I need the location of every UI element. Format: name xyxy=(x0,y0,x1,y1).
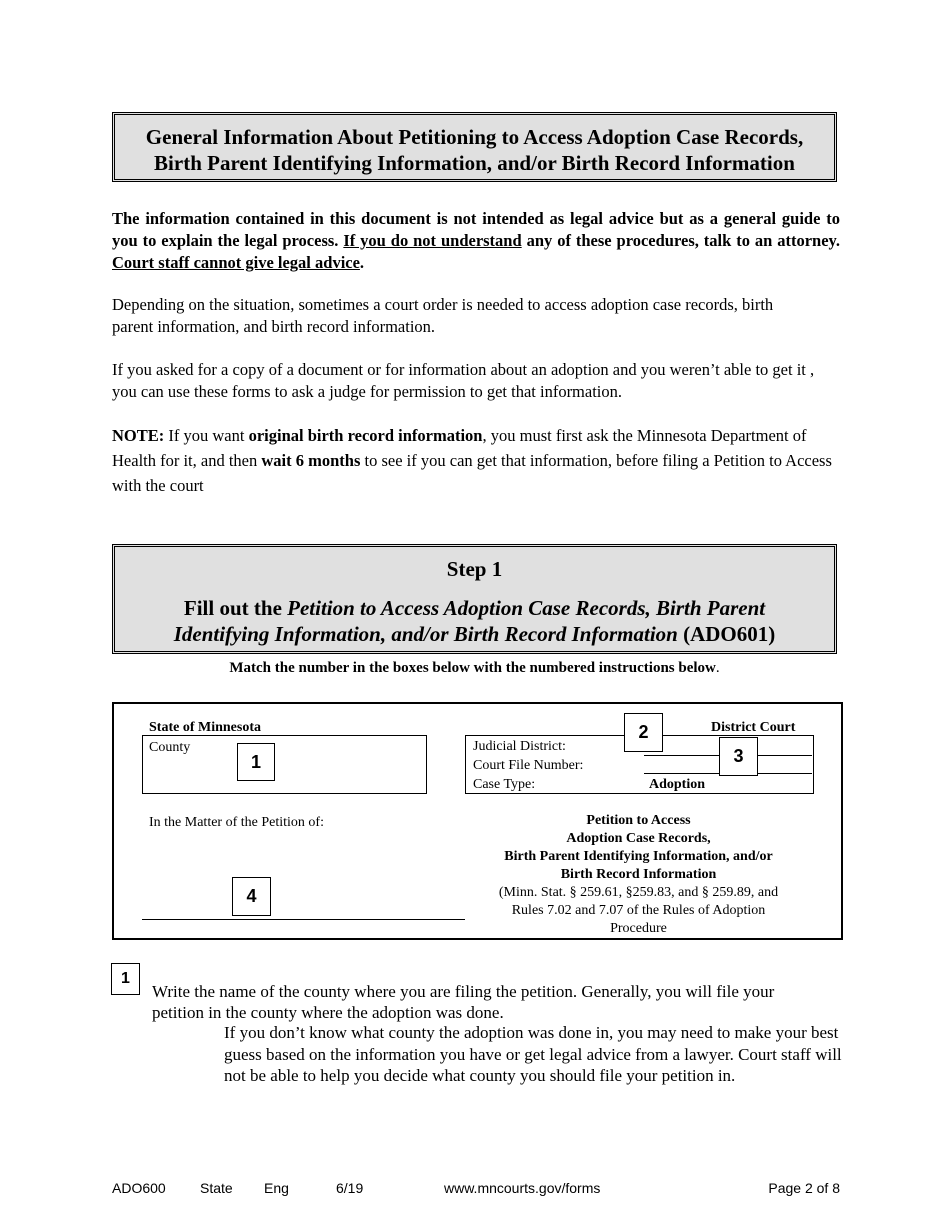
petition-title-3: Birth Parent Identifying Information, and/or xyxy=(504,849,773,864)
disclaimer-period: . xyxy=(359,253,365,272)
in-matter-label: In the Matter of the Petition of: xyxy=(149,815,324,830)
note-paragraph xyxy=(112,423,834,498)
step-title: Step 1 xyxy=(446,557,503,581)
legal-disclaimer xyxy=(112,208,840,274)
statute-1: (Minn. Stat. § 259.61, §259.83, and § 259.89, and xyxy=(498,885,779,900)
step-form-name-1: Petition to Access Adoption Case Records, Birth Parent xyxy=(287,596,766,620)
match-instruction xyxy=(112,660,837,677)
title-line-1: General Information About Petitioning to Access Adoption Case Records, xyxy=(145,125,804,149)
note-bold-2: wait 6 months xyxy=(261,451,361,470)
note-text-2: , you must first ask the Minnesota Department of Health for it, and then xyxy=(112,426,807,470)
step-form-name-2: Identifying Information, and/or Birth Record Information xyxy=(173,622,678,646)
instruction-1-text: Write the name of the county where you are filing the petition. Generally, you will file your petition in the county where the adoption was done. xyxy=(152,982,775,1022)
disclaimer-text-2: any of these procedures, talk to an attorney. xyxy=(526,231,840,250)
instruction-number-1: 1 xyxy=(111,963,140,995)
petition-title-2: Adoption Case Records, xyxy=(566,831,711,846)
title-line-2: Birth Parent Identifying Information, and/or Birth Record Information xyxy=(154,151,795,175)
statute-2: Rules 7.02 and 7.07 of the Rules of Adoption xyxy=(511,903,766,918)
step-instruction xyxy=(115,595,834,647)
sample-form-caption xyxy=(112,702,843,940)
footer-scope: State xyxy=(200,1180,233,1196)
number-box-2: 2 xyxy=(624,713,663,752)
state-label: State of Minnesota xyxy=(149,720,261,735)
paragraph-situation: Depending on the situation, sometimes a court order is needed to access adoption case records, birth parent information, and birth record information. xyxy=(112,295,774,336)
instruction-1-subtext: If you don’t know what county the adoption was done in, you may need to make your best guess based on the information you have or get legal advice from a lawyer. Court staff will not be able to help you decide what county you should file your petition in. xyxy=(224,1023,842,1085)
number-box-3: 3 xyxy=(719,737,758,776)
disclaimer-text: The information contained in this document is not intended as legal advice but as a general guide to you to explain the legal process. xyxy=(112,209,840,250)
page-footer xyxy=(112,1180,840,1200)
footer-form-code: ADO600 xyxy=(112,1180,166,1196)
step-1-box xyxy=(112,544,837,654)
step-fill-prefix: Fill out the xyxy=(183,596,282,620)
match-text: Match the number in the boxes below with the numbered instructions below xyxy=(229,660,716,676)
county-label: County xyxy=(149,740,191,755)
statute-3: Procedure xyxy=(610,921,667,936)
footer-language: Eng xyxy=(264,1180,289,1196)
disclaimer-underline-1: If you do not understand xyxy=(343,231,522,250)
note-text-3: to see if you can get that information, before filing a Petition to Access with the court xyxy=(112,451,832,495)
case-type-label: Case Type: xyxy=(473,777,536,792)
footer-date: 6/19 xyxy=(336,1180,364,1196)
judicial-district-label: Judicial District: xyxy=(473,739,566,754)
note-bold-1: original birth record information xyxy=(248,426,483,445)
petition-title-block xyxy=(465,812,812,938)
petitioner-name-line xyxy=(142,919,465,920)
petition-title-4: Birth Record Information xyxy=(560,867,717,882)
match-period: . xyxy=(715,660,720,676)
district-court-label: District Court xyxy=(711,720,796,735)
footer-page-number: Page 2 of 8 xyxy=(768,1180,840,1196)
number-box-4: 4 xyxy=(232,877,271,916)
footer-url[interactable]: www.mncourts.gov/forms xyxy=(444,1180,601,1196)
court-file-number-label: Court File Number: xyxy=(473,758,584,773)
disclaimer-underline-2: Court staff cannot give legal advice xyxy=(112,253,360,272)
number-box-1: 1 xyxy=(237,743,275,781)
document-title-box xyxy=(112,112,837,182)
note-text-1: If you want xyxy=(168,426,245,445)
step-form-code: (ADO601) xyxy=(683,622,776,646)
case-type-value: Adoption xyxy=(649,777,706,792)
paragraph-forms-usage: If you asked for a copy of a document or for information about an adoption and you weren’t able to get it , you can use these forms to ask a judge for permission to get that information. xyxy=(112,360,815,401)
petition-title-1: Petition to Access xyxy=(586,813,691,828)
note-label: NOTE: xyxy=(112,426,165,445)
